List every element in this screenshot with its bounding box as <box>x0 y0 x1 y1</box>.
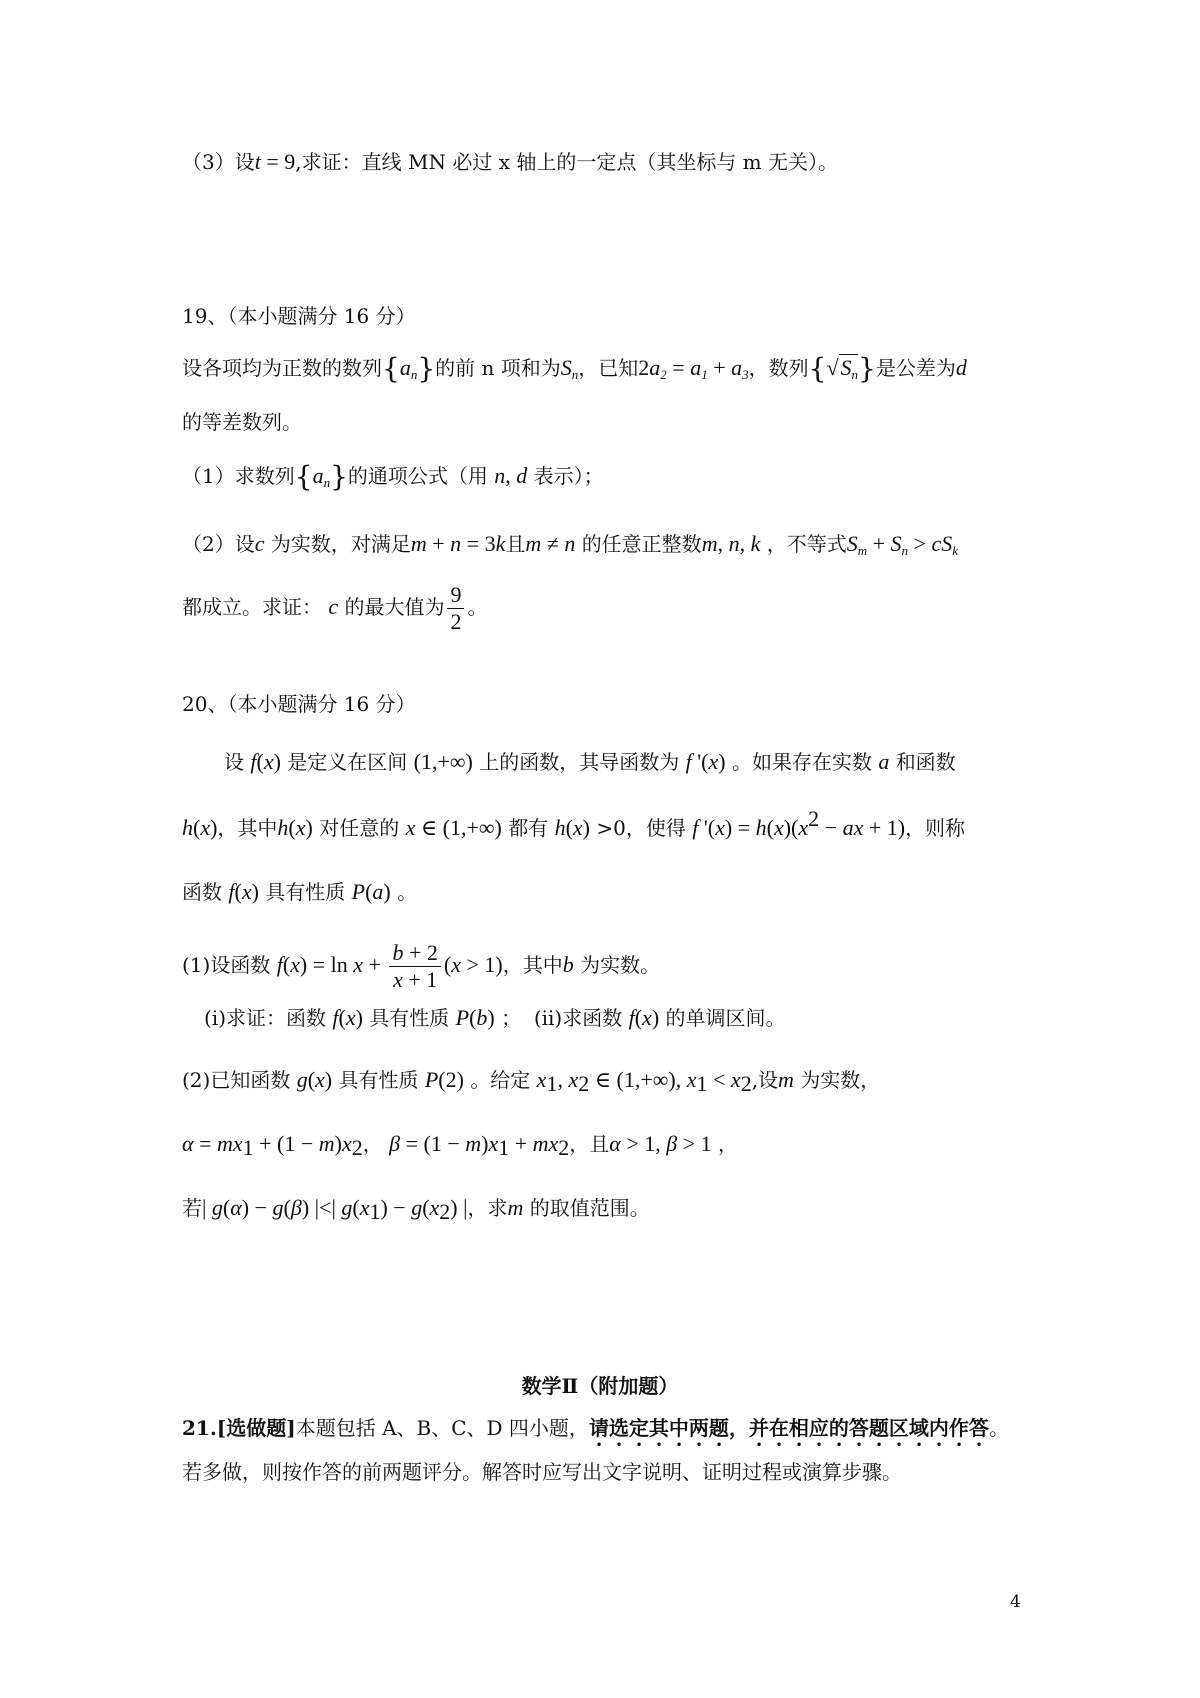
q20-line2: h(x)，其中h(x) 对任意的 x ∈ (1,+∞) 都有 h(x) >0，使得 f '$(x) = h(x)(x^2$ − ax + 1)，则称 <box>182 806 966 840</box>
q19-part2: （2）设c 为实数，对满足m + n = 3k且m ≠ n 的任意正整数m, n, k ，不等式$S_m + S_n > cS_k$ <box>182 531 958 558</box>
q21-emphasis: 请选定其中两题，并在相应的答题区域内作答 <box>588 1416 989 1440</box>
q21-line1: 21.[选做题]本题包括 A、B、C、D 四小题，请选定其中两题，并在相应的答题区域内作答。 <box>182 1416 1009 1440</box>
q19-part1: （1）求数列$\{a_n\}$的通项公式（用 n, d 表示）； <box>182 460 604 493</box>
q19-part2-cont: 都成立。求证： c 的最大值为 $\frac{9}{2}$ 。 <box>182 582 488 634</box>
q20-part1-sub: (i)求证：函数 f(x) 具有性质 P(b) ； (ii)求函数 f(x) 的单调区间。 <box>204 1005 786 1030</box>
q20-header: 20、（本小题满分 16 分） <box>182 692 416 716</box>
q19-intro: 设各项均为正数的数列$\{a_n\}$的前 n 项和为$S_n$，已知$2a_2 = a_1 + a_3$，数列$\{√S_n\}$是公差为d <box>182 352 967 385</box>
q19-intro-cont: 的等差数列。 <box>182 410 302 434</box>
q20-line1: 设 f(x) 是定义在区间 (1,+∞) 上的函数，其导函数为 f '(x) 。如果存在实数 a 和函数 <box>224 749 956 774</box>
q20-part2: (2)已知函数 g(x) 具有性质 P(2) 。给定 $x_1$, $x_2$ ∈ (1,+∞), $x_1 < x_2$,设m 为实数， <box>182 1067 881 1096</box>
q20-part2-line3: 若| g(α) − g(β) |<| $g(x_1) - g(x_2)$ |，求m 的取值范围。 <box>182 1195 650 1224</box>
q19-header: 19、（本小题满分 16 分） <box>182 304 416 328</box>
q20-part2-line2: $\alpha = mx_1 + (1 - m)x_2$， $\beta = (1 - m)x_1 + mx_2$，且α > 1, β > 1 ， <box>182 1131 739 1160</box>
q20-part1: (1)设函数 f(x) = ln x + $\frac{b + 2}{x + 1}$ (x > 1)，其中b 为实数。 <box>182 940 661 992</box>
q21-line2: 若多做，则按作答的前两题评分。解答时应写出文字说明、证明过程或演算步骤。 <box>182 1460 902 1484</box>
page-number: 4 <box>1010 1592 1021 1612</box>
section-title: 数学Ⅱ（附加题） <box>521 1374 679 1398</box>
q20-line3: 函数 f(x) 具有性质 P(a) 。 <box>182 879 418 904</box>
q18-part3: （3）设t = 9,求证：直线 MN 必过 x 轴上的一定点（其坐标与 m 无关）。 <box>182 149 839 174</box>
